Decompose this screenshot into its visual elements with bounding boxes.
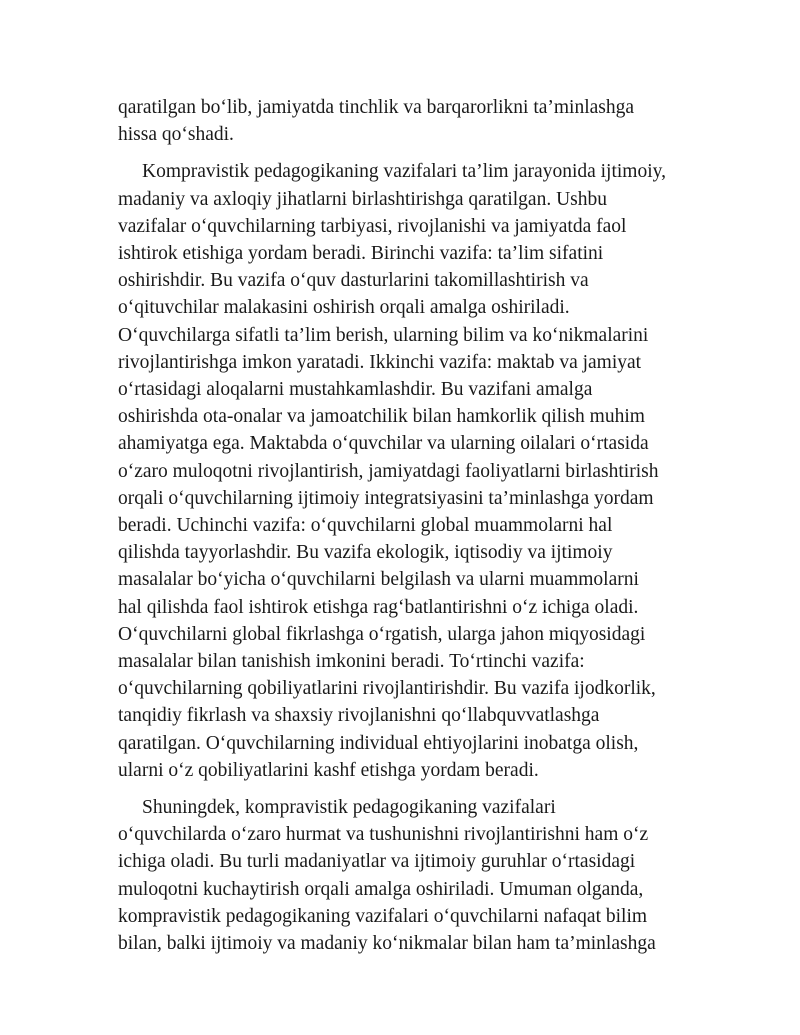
- text-line: madaniy va axloqiy jihatlarni birlashtirishga qaratilgan. Ushbu: [118, 188, 608, 210]
- text-line: tanqidiy fikrlash va shaxsiy rivojlanishni qo‘llabquvvatlashga: [118, 705, 600, 727]
- text-line: qaratilgan bo‘lib, jamiyatda tinchlik va barqarorlikni ta’minlashga: [118, 97, 635, 118]
- text-line: O‘quvchilarni global fikrlashga o‘rgatish, ularga jahon miqyosidagi: [118, 623, 646, 645]
- text-line: ularni o‘z qobiliyatlarini kashf etishga yordam beradi.: [118, 759, 539, 781]
- text-line: o‘zaro muloqotni rivojlantirish, jamiyatdagi faoliyatlarni birlashtirish: [118, 460, 659, 482]
- text-line: rivojlantirishga imkon yaratadi. Ikkinchi vazifa: maktab va jamiyat: [118, 351, 642, 373]
- text-line: hal qilishda faol ishtirok etishga rag‘batlantirishni o‘z ichiga oladi.: [118, 596, 639, 618]
- text-line: kompravistik pedagogikaning vazifalari o‘quvchilarni nafaqat bilim: [118, 905, 648, 927]
- paragraph: [118, 158, 718, 784]
- text-line: beradi. Uchinchi vazifa: o‘quvchilarni global muammolarni hal: [118, 515, 613, 537]
- text-line: o‘quvchilarda o‘zaro hurmat va tushunishni rivojlantirishni ham o‘z: [118, 824, 649, 846]
- document-page: [118, 94, 718, 967]
- text-line: masalalar bo‘yicha o‘quvchilarni belgilash va ularni muammolarni: [118, 569, 639, 591]
- text-line: ichiga oladi. Bu turli madaniyatlar va ijtimoiy guruhlar o‘rtasidagi: [118, 851, 636, 873]
- text-line: oshirishdir. Bu vazifa o‘quv dasturlarini takomillashtirish va: [118, 270, 589, 292]
- text-line: masalalar bilan tanishish imkonini beradi. To‘rtinchi vazifa:: [118, 651, 585, 673]
- text-line: oshirishda ota-onalar va jamoatchilik bilan hamkorlik qilish muhim: [118, 406, 645, 428]
- text-line: hissa qo‘shadi.: [118, 124, 234, 146]
- paragraph: [118, 94, 718, 148]
- text-line: ishtirok etishiga yordam beradi. Birinchi vazifa: ta’lim sifatini: [118, 243, 604, 265]
- text-line: Shuningdek, kompravistik pedagogikaning vazifalari: [142, 797, 556, 819]
- text-line: O‘quvchilarga sifatli ta’lim berish, ularning bilim va ko‘nikmalarini: [118, 324, 649, 346]
- text-line: muloqotni kuchaytirish orqali amalga oshiriladi. Umuman olganda,: [118, 878, 644, 900]
- text-line: qaratilgan. O‘quvchilarning individual ehtiyojlarini inobatga olish,: [118, 732, 639, 754]
- text-line: ahamiyatga ega. Maktabda o‘quvchilar va ularning oilalari o‘rtasida: [118, 433, 649, 455]
- text-line: bilan, balki ijtimoiy va madaniy ko‘nikmalar bilan ham ta’minlashga: [118, 933, 656, 955]
- text-line: orqali o‘quvchilarning ijtimoiy integratsiyasini ta’minlashga yordam: [118, 487, 654, 509]
- text-line: vazifalar o‘quvchilarning tarbiyasi, rivojlanishi va jamiyatda faol: [118, 215, 627, 237]
- text-line: o‘rtasidagi aloqalarni mustahkamlashdir. Bu vazifani amalga: [118, 379, 593, 401]
- paragraph: [118, 794, 718, 957]
- text-line: o‘quvchilarning qobiliyatlarini rivojlantirishdir. Bu vazifa ijodkorlik,: [118, 678, 656, 700]
- text-line: o‘qituvchilar malakasini oshirish orqali amalga oshiriladi.: [118, 297, 570, 319]
- text-line: Kompravistik pedagogikaning vazifalari ta’lim jarayonida ijtimoiy,: [142, 161, 667, 183]
- text-line: qilishda tayyorlashdir. Bu vazifa ekologik, iqtisodiy va ijtimoiy: [118, 542, 613, 564]
